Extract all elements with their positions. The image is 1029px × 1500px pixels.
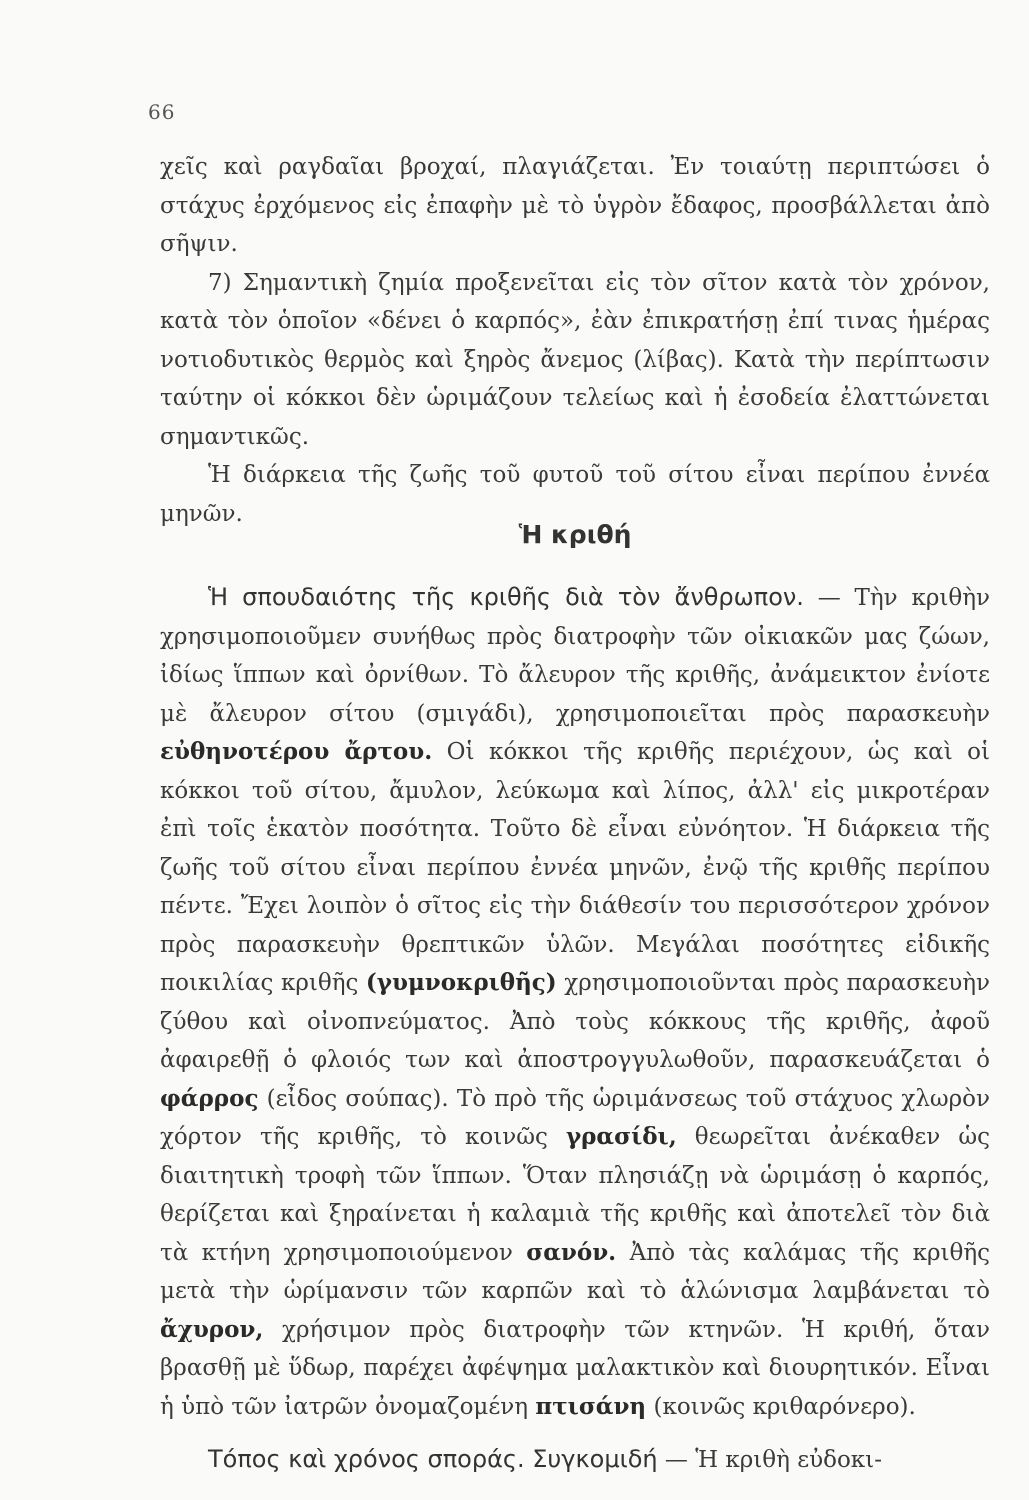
paragraph-continuation: χεῖς καὶ ραγδαῖαι βροχαί, πλαγιάζεται. Ἐν τοιαύτῃ περιπτώσει ὁ στάχυς ἐρχόμενος εἰς ἐπαφὴν μὲ τὸ ὑγρὸν ἔδαφος, προσβάλλεται ἀπὸ σῆψιν. [160, 154, 990, 257]
bold-term-grasidi: γρασίδι, [565, 1123, 677, 1150]
text-run: θεωρεῖται ἀνέκαθεν ὡς διαιτητικὴ τροφὴ τῶν ἵππων. Ὅταν πλησιάζῃ νὰ ὡριμάσῃ ὁ καρπός, θερίζεται καὶ ξηραίνεται ἡ καλαμιὰ τῆς κριθῆς καὶ ἀποτελεῖ τὸν διὰ τὰ κτήνη χρησιμοποιούμενον [160, 1124, 990, 1266]
paragraph-importance [160, 578, 990, 1426]
bold-term-farros: φάρρος [160, 1084, 259, 1112]
paragraph-lead-importance: Ἡ σπουδαιότης τῆς κριθῆς διὰ τὸν ἄνθρωπον. [208, 583, 804, 611]
paragraph-item-7: 7) Σημαντικὴ ζημία προξενεῖται εἰς τὸν σῖτον κατὰ τὸν χρόνον, κατὰ τὸν ὁποῖον «δένει ὁ καρπός», ἐὰν ἐπικρατήσῃ ἐπί τινας ἡμέρας νοτιοδυτικὸς θερμὸς καὶ ξηρὸς ἄνεμος (λίβας). Κατὰ τὴν περίπτωσιν ταύτην οἱ κόκκοι δὲν ὡριμάζουν τελείως καὶ ἡ ἐσοδεία ἐλαττώνεται σημαντικῶς. [160, 269, 990, 450]
section-heading: Ἡ κριθή [518, 520, 632, 549]
bold-term-sanon: σανόν. [526, 1238, 617, 1266]
text-run: — Ἡ κριθὴ εὐδοκι- [657, 1447, 882, 1473]
text-run: χρησιμοποιοῦνται πρὸς παρασκευὴν ζύθου καὶ οἰνοπνεύματος. Ἀπὸ τοὺς κόκκους τῆς κριθῆς, ἀφοῦ ἀφαιρεθῇ ὁ φλοιός των καὶ ἀποστρογγυλωθοῦν, παρασκευάζεται ὁ [160, 970, 990, 1073]
text-run: Οἱ κόκκοι τῆς κριθῆς περιέχουν, ὡς καὶ οἱ κόκκοι τοῦ σίτου, ἄμυλον, λεύκωμα καὶ λίπος, ἀλλ' εἰς μικροτέραν ἐπὶ τοῖς ἑκατὸν ποσότητα. Τοῦτο δὲ εἶναι εὐνόητον. Ἡ διάρκεια τῆς ζωῆς τοῦ σίτου εἶναι περίπου ἐννέα μηνῶν, ἐνῷ τῆς κριθῆς περίπου πέντε. Ἔχει λοιπὸν ὁ σῖτος εἰς τὴν διάθεσίν του περισσότερον χρόνον πρὸς παρασκευὴν θρεπτικῶν ὑλῶν. Μεγάλαι ποσότητες εἰδικῆς ποικιλίας κριθῆς [160, 739, 991, 996]
paragraph-sowing [160, 1440, 990, 1480]
paragraph-lifespan: Ἡ διάρκεια τῆς ζωῆς τοῦ φυτοῦ τοῦ σίτου εἶναι περίπου ἐννέα μηνῶν. [160, 462, 990, 527]
text-run: (εἶδος σούπας). Τὸ πρὸ τῆς ὡριμάνσεως τοῦ στάχυος χλωρὸν χόρτον τῆς κριθῆς, τὸ κοινῶς [160, 1085, 990, 1150]
barley-text-block [160, 578, 990, 1480]
bold-term-gymnokrithi: (γυμνοκριθῆς) [365, 969, 557, 996]
text-run: — Τὴν κριθὴν χρησιμοποιοῦμεν συνήθως πρὸς διατροφὴν τῶν οἰκιακῶν μας ζώων, ἰδίως ἵππων καὶ ὀρνίθων. Τὸ ἄλευρον τῆς κριθῆς, ἀνάμεικτον ἐνίοτε μὲ ἄλευρον σίτου (σμιγάδι), χρησιμοποιεῖται πρὸς παρασκευὴν [160, 585, 990, 727]
text-run: (κοινῶς κριθαρόνερο). [646, 1393, 916, 1420]
text-run: Ἀπὸ τὰς καλάμας τῆς κριθῆς μετὰ τὴν ὡρίμανσιν τῶν καρπῶν καὶ τὸ ἁλώνισμα λαμβάνεται τὸ [160, 1239, 990, 1304]
text-run: χρήσιμον πρὸς διατροφὴν τῶν κτηνῶν. Ἡ κριθή, ὅταν βρασθῇ μὲ ὕδωρ, παρέχει ἀφέψημα μαλακτικὸν καὶ διουρητικόν. Εἶναι ἡ ὑπὸ τῶν ἰατρῶν ὀνομαζομένη [160, 1316, 990, 1420]
bold-term-ptisani: πτισάνη [535, 1392, 647, 1420]
paragraph-lead-sowing: Τόπος καὶ χρόνος σποράς. Συγκομιδή [208, 1445, 658, 1473]
bold-term-bread: εὐθηνοτέρου ἄρτου. [160, 738, 433, 765]
bold-term-achyron: ἄχυρον, [160, 1315, 264, 1343]
top-text-block [160, 148, 990, 533]
page-number: 66 [148, 100, 176, 124]
